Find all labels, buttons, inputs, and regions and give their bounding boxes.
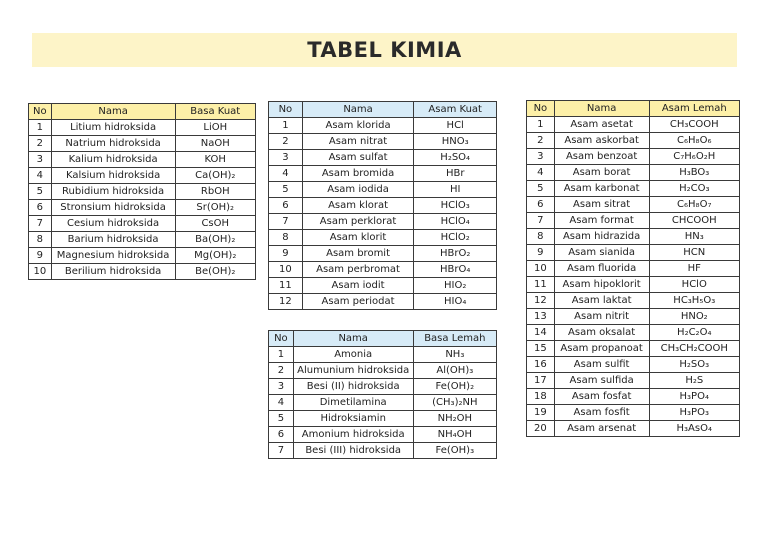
compound-name: Kalium hidroksida bbox=[51, 152, 175, 168]
row-number: 17 bbox=[527, 373, 555, 389]
compound-name: Asam klorida bbox=[302, 118, 414, 134]
row-number: 11 bbox=[527, 277, 555, 293]
compound-name: Asam klorit bbox=[302, 230, 414, 246]
row-number: 9 bbox=[527, 245, 555, 261]
row-number: 12 bbox=[527, 293, 555, 309]
table-row bbox=[527, 181, 740, 197]
row-number: 2 bbox=[29, 136, 52, 152]
table-row bbox=[527, 197, 740, 213]
compound-name: Asam propanoat bbox=[554, 341, 649, 357]
row-number: 1 bbox=[29, 120, 52, 136]
compound-formula: HCN bbox=[649, 245, 739, 261]
table-row bbox=[269, 395, 497, 411]
row-number: 5 bbox=[269, 182, 303, 198]
row-number: 9 bbox=[269, 246, 303, 262]
table-row bbox=[269, 230, 497, 246]
table-row bbox=[527, 357, 740, 373]
compound-formula: HC₃H₅O₃ bbox=[649, 293, 739, 309]
row-number: 6 bbox=[29, 200, 52, 216]
table-row bbox=[527, 133, 740, 149]
compound-formula: HClO bbox=[649, 277, 739, 293]
compound-name: Rubidium hidroksida bbox=[51, 184, 175, 200]
compound-formula: HBrO₄ bbox=[414, 262, 497, 278]
row-number: 8 bbox=[29, 232, 52, 248]
table-row bbox=[29, 168, 256, 184]
compound-name: Dimetilamina bbox=[293, 395, 413, 411]
compound-formula: NH₂OH bbox=[413, 411, 496, 427]
compound-name: Asam perbromat bbox=[302, 262, 414, 278]
table-basa-lemah bbox=[268, 330, 497, 459]
row-number: 4 bbox=[269, 166, 303, 182]
compound-formula: CH₃CH₂COOH bbox=[649, 341, 739, 357]
compound-formula: H₂C₂O₄ bbox=[649, 325, 739, 341]
compound-formula: HF bbox=[649, 261, 739, 277]
row-number: 12 bbox=[269, 294, 303, 310]
table-row bbox=[269, 411, 497, 427]
compound-name: Asam format bbox=[554, 213, 649, 229]
compound-formula: C₇H₆O₂H bbox=[649, 149, 739, 165]
compound-name: Asam fosfat bbox=[554, 389, 649, 405]
compound-formula: H₂S bbox=[649, 373, 739, 389]
compound-formula: CsOH bbox=[175, 216, 256, 232]
row-number: 7 bbox=[269, 443, 294, 459]
compound-formula: Ba(OH)₂ bbox=[175, 232, 256, 248]
compound-name: Asam nitrit bbox=[554, 309, 649, 325]
compound-name: Hidroksiamin bbox=[293, 411, 413, 427]
compound-name: Asam hipoklorit bbox=[554, 277, 649, 293]
table-row bbox=[527, 165, 740, 181]
compound-name: Asam karbonat bbox=[554, 181, 649, 197]
table-row bbox=[269, 198, 497, 214]
compound-name: Stronsium hidroksida bbox=[51, 200, 175, 216]
compound-formula: H₂SO₃ bbox=[649, 357, 739, 373]
table-row bbox=[527, 277, 740, 293]
table-row bbox=[269, 134, 497, 150]
table-asam-lemah bbox=[526, 100, 740, 437]
row-number: 1 bbox=[527, 117, 555, 133]
compound-name: Asam sianida bbox=[554, 245, 649, 261]
row-number: 15 bbox=[527, 341, 555, 357]
row-number: 4 bbox=[29, 168, 52, 184]
compound-name: Besi (II) hidroksida bbox=[293, 379, 413, 395]
table-row bbox=[29, 264, 256, 280]
compound-formula: H₃PO₃ bbox=[649, 405, 739, 421]
column-header: Nama bbox=[302, 102, 414, 118]
table-header-row bbox=[269, 102, 497, 118]
compound-formula: HI bbox=[414, 182, 497, 198]
table-row bbox=[527, 261, 740, 277]
table-row bbox=[527, 421, 740, 437]
compound-formula: HClO₂ bbox=[414, 230, 497, 246]
compound-formula: Fe(OH)₃ bbox=[413, 443, 496, 459]
compound-name: Asam sitrat bbox=[554, 197, 649, 213]
table-row bbox=[527, 293, 740, 309]
table-basa-kuat bbox=[28, 103, 256, 280]
compound-formula: H₃PO₄ bbox=[649, 389, 739, 405]
compound-name: Asam benzoat bbox=[554, 149, 649, 165]
table-row bbox=[269, 443, 497, 459]
row-number: 6 bbox=[527, 197, 555, 213]
compound-name: Asam iodit bbox=[302, 278, 414, 294]
compound-name: Asam sulfit bbox=[554, 357, 649, 373]
compound-formula: HNO₂ bbox=[649, 309, 739, 325]
column-header: No bbox=[269, 102, 303, 118]
compound-name: Asam borat bbox=[554, 165, 649, 181]
table-row bbox=[527, 341, 740, 357]
compound-formula: CH₃COOH bbox=[649, 117, 739, 133]
compound-name: Asam arsenat bbox=[554, 421, 649, 437]
row-number: 6 bbox=[269, 427, 294, 443]
table-row bbox=[269, 262, 497, 278]
compound-formula: HCl bbox=[414, 118, 497, 134]
table-row bbox=[527, 373, 740, 389]
compound-name: Alumunium hidroksida bbox=[293, 363, 413, 379]
row-number: 1 bbox=[269, 118, 303, 134]
compound-name: Asam bromit bbox=[302, 246, 414, 262]
row-number: 20 bbox=[527, 421, 555, 437]
row-number: 7 bbox=[527, 213, 555, 229]
table-row bbox=[527, 405, 740, 421]
compound-formula: Be(OH)₂ bbox=[175, 264, 256, 280]
compound-name: Besi (III) hidroksida bbox=[293, 443, 413, 459]
row-number: 6 bbox=[269, 198, 303, 214]
table-row bbox=[29, 200, 256, 216]
compound-formula: Mg(OH)₂ bbox=[175, 248, 256, 264]
column-header: No bbox=[527, 101, 555, 117]
table-row bbox=[269, 166, 497, 182]
table-row bbox=[29, 232, 256, 248]
compound-name: Asam bromida bbox=[302, 166, 414, 182]
column-header: Nama bbox=[293, 331, 413, 347]
compound-name: Asam perklorat bbox=[302, 214, 414, 230]
compound-name: Asam hidrazida bbox=[554, 229, 649, 245]
row-number: 4 bbox=[269, 395, 294, 411]
table-row bbox=[269, 246, 497, 262]
table-row bbox=[269, 347, 497, 363]
compound-name: Asam nitrat bbox=[302, 134, 414, 150]
column-header: No bbox=[29, 104, 52, 120]
row-number: 10 bbox=[269, 262, 303, 278]
compound-name: Natrium hidroksida bbox=[51, 136, 175, 152]
compound-formula: NaOH bbox=[175, 136, 256, 152]
table-row bbox=[527, 213, 740, 229]
column-header: Nama bbox=[51, 104, 175, 120]
compound-name: Amonium hidroksida bbox=[293, 427, 413, 443]
compound-formula: NH₄OH bbox=[413, 427, 496, 443]
table-row bbox=[527, 117, 740, 133]
row-number: 5 bbox=[269, 411, 294, 427]
row-number: 13 bbox=[527, 309, 555, 325]
compound-name: Asam iodida bbox=[302, 182, 414, 198]
column-header: Nama bbox=[554, 101, 649, 117]
row-number: 18 bbox=[527, 389, 555, 405]
row-number: 19 bbox=[527, 405, 555, 421]
compound-formula: H₃BO₃ bbox=[649, 165, 739, 181]
compound-name: Asam klorat bbox=[302, 198, 414, 214]
row-number: 10 bbox=[527, 261, 555, 277]
table-header-row bbox=[527, 101, 740, 117]
table-row bbox=[29, 120, 256, 136]
compound-name: Barium hidroksida bbox=[51, 232, 175, 248]
column-header: No bbox=[269, 331, 294, 347]
row-number: 7 bbox=[29, 216, 52, 232]
row-number: 3 bbox=[527, 149, 555, 165]
table-row bbox=[29, 152, 256, 168]
table-row bbox=[29, 184, 256, 200]
compound-name: Kalsium hidroksida bbox=[51, 168, 175, 184]
compound-name: Asam periodat bbox=[302, 294, 414, 310]
compound-formula: HBr bbox=[414, 166, 497, 182]
compound-name: Asam askorbat bbox=[554, 133, 649, 149]
compound-name: Litium hidroksida bbox=[51, 120, 175, 136]
table-row bbox=[527, 325, 740, 341]
row-number: 2 bbox=[269, 363, 294, 379]
row-number: 3 bbox=[29, 152, 52, 168]
row-number: 1 bbox=[269, 347, 294, 363]
table-row bbox=[269, 278, 497, 294]
compound-formula: C₆H₈O₇ bbox=[649, 197, 739, 213]
compound-name: Amonia bbox=[293, 347, 413, 363]
compound-formula: HIO₂ bbox=[414, 278, 497, 294]
row-number: 5 bbox=[29, 184, 52, 200]
column-header: Basa Lemah bbox=[413, 331, 496, 347]
row-number: 8 bbox=[269, 230, 303, 246]
row-number: 3 bbox=[269, 150, 303, 166]
compound-name: Asam asetat bbox=[554, 117, 649, 133]
compound-name: Asam fosfit bbox=[554, 405, 649, 421]
compound-formula: KOH bbox=[175, 152, 256, 168]
table-row bbox=[269, 214, 497, 230]
compound-name: Asam laktat bbox=[554, 293, 649, 309]
table-asam-kuat bbox=[268, 101, 497, 310]
table-row bbox=[527, 229, 740, 245]
row-number: 2 bbox=[269, 134, 303, 150]
compound-formula: H₂CO₃ bbox=[649, 181, 739, 197]
compound-formula: CHCOOH bbox=[649, 213, 739, 229]
table-row bbox=[269, 294, 497, 310]
table-row bbox=[269, 379, 497, 395]
row-number: 14 bbox=[527, 325, 555, 341]
table-row bbox=[527, 149, 740, 165]
compound-formula: H₃AsO₄ bbox=[649, 421, 739, 437]
table-row bbox=[527, 309, 740, 325]
column-header: Basa Kuat bbox=[175, 104, 256, 120]
title-bar bbox=[32, 33, 737, 67]
row-number: 9 bbox=[29, 248, 52, 264]
row-number: 10 bbox=[29, 264, 52, 280]
compound-name: Asam sulfat bbox=[302, 150, 414, 166]
compound-formula: HIO₄ bbox=[414, 294, 497, 310]
row-number: 7 bbox=[269, 214, 303, 230]
compound-formula: C₆H₈O₆ bbox=[649, 133, 739, 149]
table-header-row bbox=[269, 331, 497, 347]
row-number: 11 bbox=[269, 278, 303, 294]
row-number: 3 bbox=[269, 379, 294, 395]
compound-formula: Fe(OH)₂ bbox=[413, 379, 496, 395]
table-row bbox=[29, 216, 256, 232]
compound-name: Asam oksalat bbox=[554, 325, 649, 341]
row-number: 16 bbox=[527, 357, 555, 373]
compound-formula: HBrO₂ bbox=[414, 246, 497, 262]
compound-name: Berilium hidroksida bbox=[51, 264, 175, 280]
page-title: TABEL KIMIA bbox=[307, 38, 462, 62]
table-row bbox=[269, 363, 497, 379]
row-number: 5 bbox=[527, 181, 555, 197]
table-row bbox=[29, 248, 256, 264]
row-number: 2 bbox=[527, 133, 555, 149]
row-number: 8 bbox=[527, 229, 555, 245]
column-header: Asam Kuat bbox=[414, 102, 497, 118]
compound-formula: Al(OH)₃ bbox=[413, 363, 496, 379]
compound-formula: NH₃ bbox=[413, 347, 496, 363]
row-number: 4 bbox=[527, 165, 555, 181]
table-row bbox=[29, 136, 256, 152]
compound-name: Magnesium hidroksida bbox=[51, 248, 175, 264]
table-row bbox=[527, 389, 740, 405]
compound-name: Asam fluorida bbox=[554, 261, 649, 277]
compound-formula: LiOH bbox=[175, 120, 256, 136]
compound-formula: Ca(OH)₂ bbox=[175, 168, 256, 184]
compound-name: Asam sulfida bbox=[554, 373, 649, 389]
table-row bbox=[269, 118, 497, 134]
compound-formula: Sr(OH)₂ bbox=[175, 200, 256, 216]
compound-formula: HClO₃ bbox=[414, 198, 497, 214]
compound-formula: (CH₃)₂NH bbox=[413, 395, 496, 411]
column-header: Asam Lemah bbox=[649, 101, 739, 117]
table-header-row bbox=[29, 104, 256, 120]
compound-formula: HNO₃ bbox=[414, 134, 497, 150]
table-row bbox=[269, 427, 497, 443]
compound-name: Cesium hidroksida bbox=[51, 216, 175, 232]
compound-formula: HN₃ bbox=[649, 229, 739, 245]
compound-formula: H₂SO₄ bbox=[414, 150, 497, 166]
compound-formula: HClO₄ bbox=[414, 214, 497, 230]
table-row bbox=[269, 182, 497, 198]
table-row bbox=[269, 150, 497, 166]
table-row bbox=[527, 245, 740, 261]
compound-formula: RbOH bbox=[175, 184, 256, 200]
